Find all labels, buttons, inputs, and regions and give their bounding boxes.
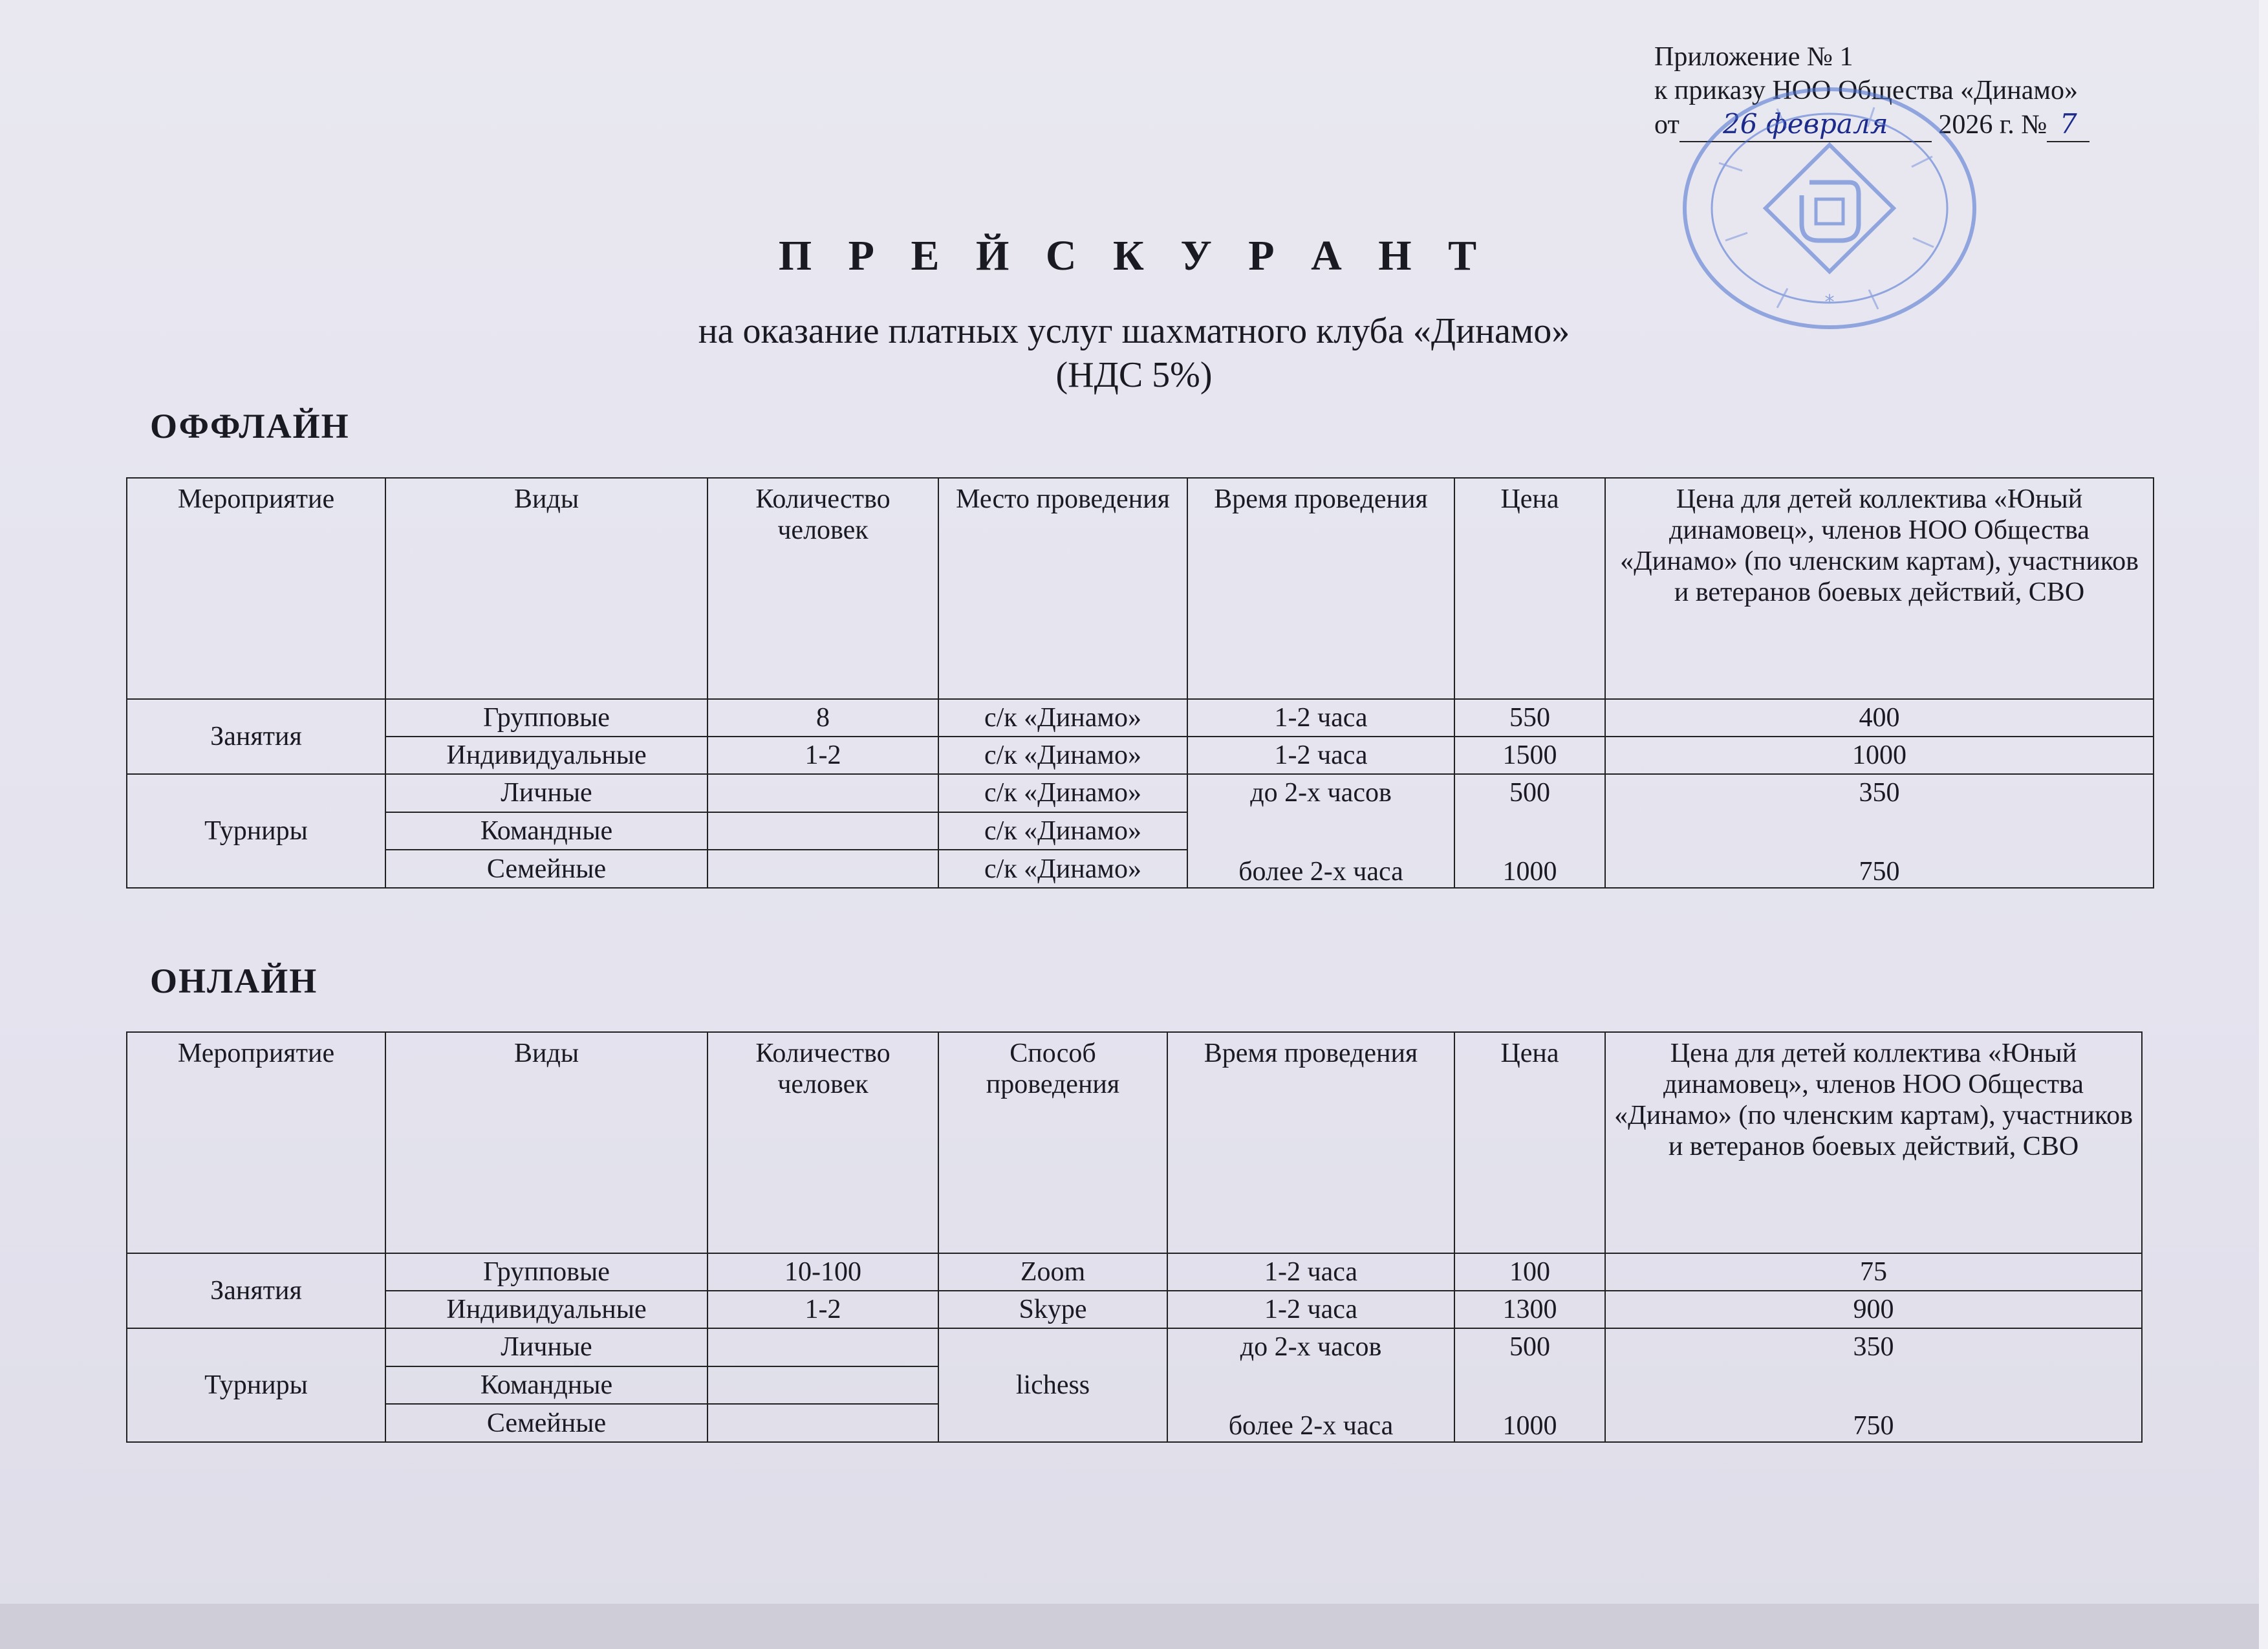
tournament-time (1167, 1328, 1454, 1442)
header-time: Время проведения (1167, 1032, 1454, 1253)
table-row (127, 1328, 2142, 1366)
row-people (707, 850, 938, 888)
row-price-discount: 75 (1605, 1253, 2142, 1291)
table-header-row (127, 1032, 2142, 1253)
row-time: 1-2 часа (1167, 1291, 1454, 1328)
price-long: 1000 (1502, 1411, 1557, 1441)
row-type: Личные (385, 1328, 707, 1366)
discount-long: 750 (1853, 1411, 1894, 1441)
header-time: Время проведения (1187, 478, 1454, 699)
row-place: с/к «Динамо» (938, 699, 1187, 737)
tournament-price-discount (1605, 774, 2154, 888)
table-row (127, 774, 2154, 812)
header-event: Мероприятие (127, 1032, 385, 1253)
tournament-price (1454, 774, 1605, 888)
row-price: 1300 (1454, 1291, 1605, 1328)
table-row (127, 1291, 2142, 1328)
row-method: Zoom (938, 1253, 1167, 1291)
header-people: Количество человек (707, 478, 938, 699)
row-people (707, 1366, 938, 1405)
discount-short: 350 (1853, 1332, 1894, 1362)
row-people (707, 1328, 938, 1366)
time-long: более 2-х часа (1238, 857, 1403, 887)
row-people: 8 (707, 699, 938, 737)
header-method: Способ проведения (938, 1032, 1167, 1253)
row-price: 1500 (1454, 737, 1605, 774)
organization-stamp-icon (1680, 85, 1979, 331)
header-types: Виды (385, 478, 707, 699)
header-event: Мероприятие (127, 478, 385, 699)
row-type: Семейные (385, 850, 707, 888)
table-row (127, 737, 2154, 774)
handwritten-order-number: 7 (2047, 107, 2090, 142)
row-method: Skype (938, 1291, 1167, 1328)
appendix-date-prefix: от (1654, 110, 1679, 140)
row-type: Групповые (385, 1253, 707, 1291)
row-type: Командные (385, 1366, 707, 1405)
tournament-price-discount (1605, 1328, 2142, 1442)
event-tournaments: Турниры (127, 774, 385, 888)
row-time: 1-2 часа (1187, 737, 1454, 774)
row-people (707, 1404, 938, 1442)
section-title-online: ОНЛАЙН (150, 962, 318, 1000)
table-header-row (127, 478, 2154, 699)
time-short: до 2-х часов (1240, 1332, 1382, 1362)
price-short: 500 (1509, 778, 1550, 808)
scan-bottom-strip (0, 1604, 2268, 1649)
time-short: до 2-х часов (1250, 778, 1392, 808)
price-short: 500 (1509, 1332, 1550, 1362)
row-people (707, 812, 938, 850)
event-classes: Занятия (127, 1253, 385, 1328)
tournament-price (1454, 1328, 1605, 1442)
document-subtitle (0, 309, 2268, 397)
discount-long: 750 (1859, 857, 1900, 887)
row-type: Индивидуальные (385, 737, 707, 774)
header-people: Количество человек (707, 1032, 938, 1253)
svg-text:*: * (1824, 291, 1835, 314)
event-classes: Занятия (127, 699, 385, 774)
price-long: 1000 (1502, 857, 1557, 887)
row-price: 100 (1454, 1253, 1605, 1291)
subtitle-line-2: (НДС 5%) (1055, 355, 1213, 395)
row-type: Личные (385, 774, 707, 812)
header-price: Цена (1454, 478, 1605, 699)
tournament-time (1187, 774, 1454, 888)
row-people: 1-2 (707, 737, 938, 774)
document-title: П Р Е Й С К У Р А Н Т (778, 232, 1490, 279)
appendix-year: 2026 г. № (1938, 110, 2047, 140)
row-people (707, 774, 938, 812)
table-row (127, 699, 2154, 737)
handwritten-date: 26 февраля (1679, 107, 1932, 142)
row-time: 1-2 часа (1167, 1253, 1454, 1291)
tournament-method: lichess (938, 1328, 1167, 1442)
appendix-line-1: Приложение № 1 (1654, 42, 1853, 72)
header-price-discount: Цена для детей коллектива «Юный динамовец», членов НОО Общества «Динамо» (по членским картам), участников и ветеранов боевых действий, СВО (1605, 1032, 2142, 1253)
row-people: 1-2 (707, 1291, 938, 1328)
section-title-offline: ОФФЛАЙН (150, 407, 350, 446)
row-place: с/к «Динамо» (938, 812, 1187, 850)
row-place: с/к «Динамо» (938, 737, 1187, 774)
appendix-line-2: к приказу НОО Общества «Динамо» (1654, 76, 2078, 105)
row-place: с/к «Динамо» (938, 850, 1187, 888)
row-price-discount: 400 (1605, 699, 2154, 737)
table-row (127, 1253, 2142, 1291)
row-time: 1-2 часа (1187, 699, 1454, 737)
header-place: Место проведения (938, 478, 1187, 699)
row-place: с/к «Динамо» (938, 774, 1187, 812)
header-price-discount: Цена для детей коллектива «Юный динамовец», членов НОО Общества «Динамо» (по членским картам), участников и ветеранов боевых действий, СВО (1605, 478, 2154, 699)
row-price-discount: 900 (1605, 1291, 2142, 1328)
row-type: Индивидуальные (385, 1291, 707, 1328)
row-type: Групповые (385, 699, 707, 737)
subtitle-line-1: на оказание платных услуг шахматного клуба «Динамо» (698, 311, 1570, 351)
header-price: Цена (1454, 1032, 1605, 1253)
row-type: Командные (385, 812, 707, 850)
header-types: Виды (385, 1032, 707, 1253)
discount-short: 350 (1859, 778, 1900, 808)
row-price-discount: 1000 (1605, 737, 2154, 774)
row-type: Семейные (385, 1404, 707, 1442)
row-people: 10-100 (707, 1253, 938, 1291)
row-price: 550 (1454, 699, 1605, 737)
offline-price-table (126, 477, 2154, 889)
event-tournaments: Турниры (127, 1328, 385, 1442)
time-long: более 2-х часа (1228, 1411, 1394, 1441)
online-price-table (126, 1031, 2143, 1443)
